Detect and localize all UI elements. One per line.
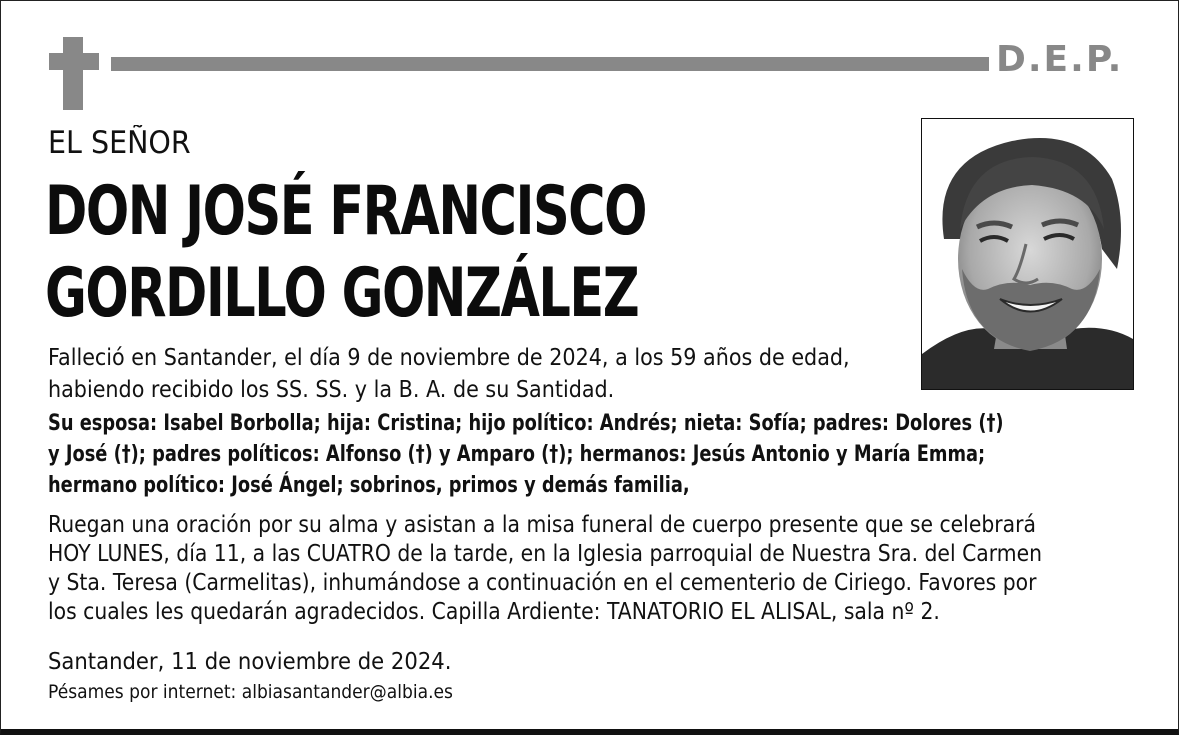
text-line: habiendo recibido los SS. SS. y la B. A. de su Santidad. [48,377,615,403]
portrait-image [922,119,1133,389]
funeral-mass-paragraph [48,511,1042,627]
text-line: HOY LUNES, día 11, a las CUATRO de la tarde, en la Iglesia parroquial de Nuestra Sra. del Carmen [48,541,1043,567]
name-line: DON JOSÉ FRANCISCO [45,172,646,251]
family-paragraph [48,408,1004,501]
deceased-name [45,171,646,335]
name-line: GORDILLO GONZÁLEZ [45,254,639,333]
condolences-line: Pésames por internet: albiasantander@albia.es [48,681,453,703]
cross-icon-arm [49,53,99,70]
cross-icon [63,37,83,110]
text-line: Falleció en Santander, el día 9 de noviembre de 2024, a los 59 años de edad, [48,345,850,371]
salutation: EL SEÑOR [48,125,191,161]
text-line: los cuales les quedarán agradecidos. Capilla Ardiente: TANATORIO EL ALISAL, sala nº 2. [48,599,940,625]
text-line: y Sta. Teresa (Carmelitas), inhumándose a continuación en el cementerio de Ciriego. Favores por [48,570,1037,596]
dep-label: D.E.P. [996,39,1124,80]
death-paragraph [48,342,850,406]
text-line: y José (†); padres políticos: Alfonso (†) y Amparo (†); hermanos: Jesús Antonio y María Emma; [48,442,986,467]
text-line: hermano político: José Ángel; sobrinos, primos y demás familia, [48,473,690,498]
header-rule [111,57,989,71]
text-line: Su esposa: Isabel Borbolla; hija: Cristina; hijo político: Andrés; nieta: Sofía; padres: Dolores (†) [48,411,1004,436]
portrait-photo [921,118,1134,390]
place-date: Santander, 11 de noviembre de 2024. [48,649,452,675]
text-line: Ruegan una oración por su alma y asistan a la misa funeral de cuerpo presente que se celebrará [48,512,1036,538]
